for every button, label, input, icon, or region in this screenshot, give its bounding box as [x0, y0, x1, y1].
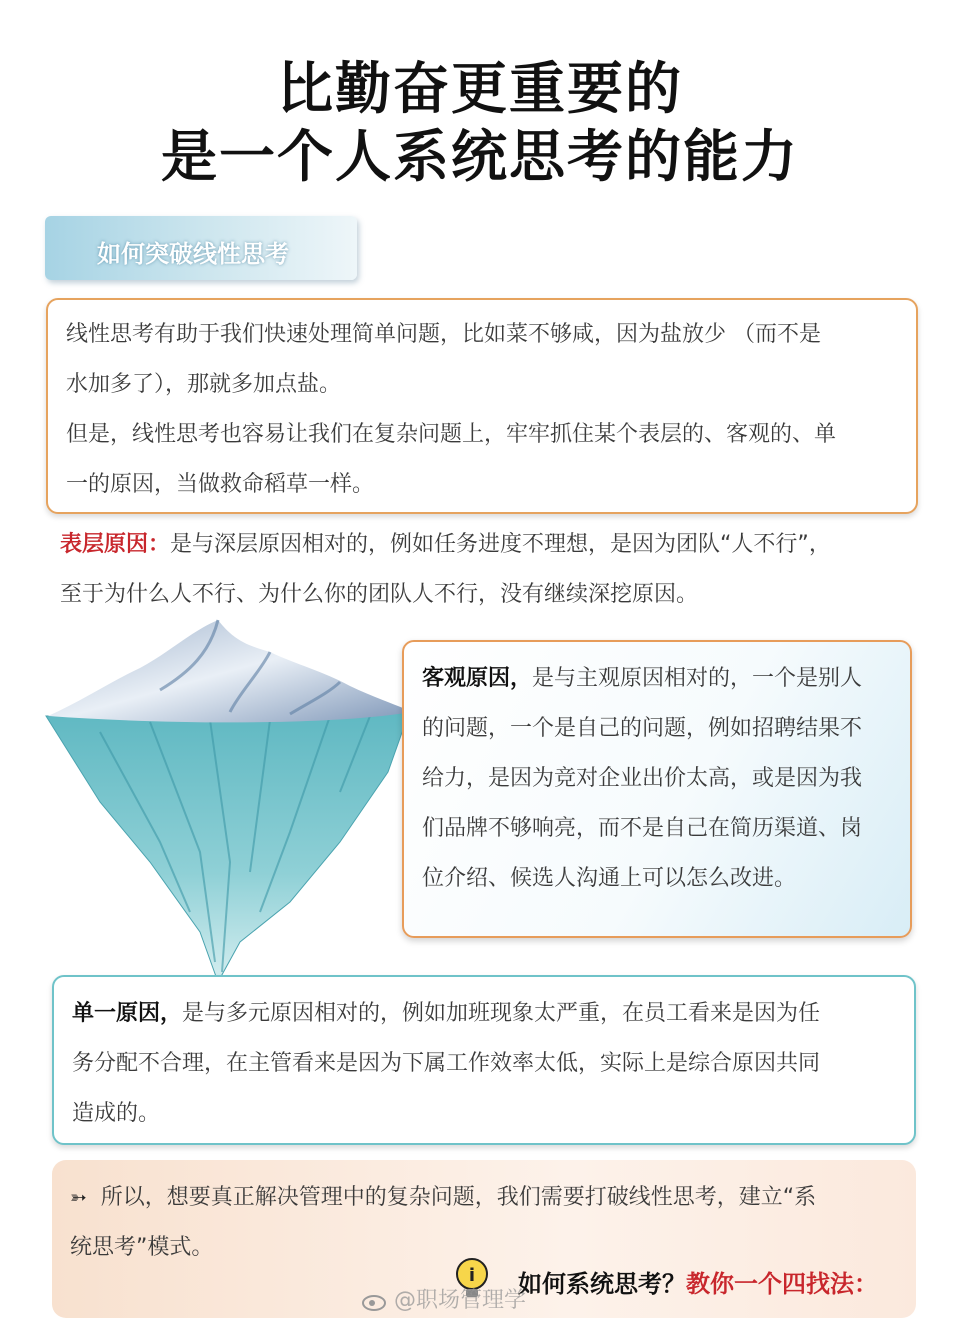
- linear-thinking-box: [46, 298, 918, 514]
- objective-cause-box: [402, 640, 912, 938]
- conclusion-line-1: [70, 1172, 898, 1223]
- how-to-question: 如何系统思考？: [518, 1270, 686, 1298]
- iceberg-illustration: [40, 612, 420, 984]
- svg-text:i: i: [468, 1265, 476, 1286]
- single-cause-term: 单一原因，: [72, 1001, 183, 1026]
- objective-line-1: [422, 654, 894, 704]
- watermark-text: @职场管理学: [394, 1288, 527, 1313]
- single-line-1: [72, 989, 896, 1039]
- conclusion-text-1: 所以，想要真正解决管理中的复杂问题，我们需要打破线性思考，建立“系: [100, 1185, 817, 1210]
- how-to-title: [518, 1264, 878, 1299]
- objective-line-5: 位介绍、候选人沟通上可以怎么改进。: [422, 866, 797, 891]
- section-tab: [45, 216, 357, 280]
- single-text-1: 是与多元原因相对的，例如加班现象太严重，在员工看来是因为任: [182, 1001, 821, 1026]
- arrow-icon: ➳: [70, 1185, 87, 1209]
- surface-cause-line-1: [60, 520, 920, 570]
- objective-line-2: 的问题，一个是自己的问题，例如招聘结果不: [422, 716, 863, 741]
- single-line-2: 务分配不合理，在主管看来是因为下属工作效率太低，实际上是综合原因共同: [72, 1051, 821, 1076]
- single-line-3: 造成的。: [72, 1101, 161, 1126]
- page-title-line1: 比勤奋更重要的: [277, 57, 683, 122]
- single-cause-box: [52, 975, 916, 1145]
- surface-cause-term: 表层原因：: [60, 532, 171, 557]
- how-to-answer: 教你一个四找法：: [686, 1270, 878, 1298]
- objective-line-3: 给力，是因为竞对企业出价太高，或是因为我: [422, 766, 863, 791]
- page-title-line2: 是一个人系统思考的能力: [161, 125, 799, 190]
- section-tab-label: 如何突破线性思考: [97, 240, 289, 268]
- conclusion-line-2: 统思考”模式。: [70, 1235, 214, 1260]
- linear-line-2: 水加多了），那就多加点盐。: [66, 372, 342, 397]
- objective-line-4: 们品牌不够响亮，而不是自己在简历渠道、岗: [422, 816, 863, 841]
- linear-line-4: 一的原因，当做救命稻草一样。: [66, 472, 375, 497]
- linear-line-3: 但是，线性思考也容易让我们在复杂问题上，牢牢抓住某个表层的、客观的、单: [66, 422, 837, 447]
- surface-cause-line-2: 至于为什么人不行、为什么你的团队人不行，没有继续深挖原因。: [60, 582, 699, 607]
- linear-line-1: 线性思考有助于我们快速处理简单问题，比如菜不够咸，因为盐放少 （而不是: [66, 322, 821, 347]
- objective-cause-term: 客观原因，: [422, 666, 533, 691]
- objective-text-1: 是与主观原因相对的，一个是别人: [532, 666, 863, 691]
- surface-cause-text-1: 是与深层原因相对的，例如任务进度不理想，是因为团队“人不行”，: [170, 532, 831, 557]
- weibo-icon: [360, 1291, 390, 1311]
- watermark: [360, 1283, 526, 1314]
